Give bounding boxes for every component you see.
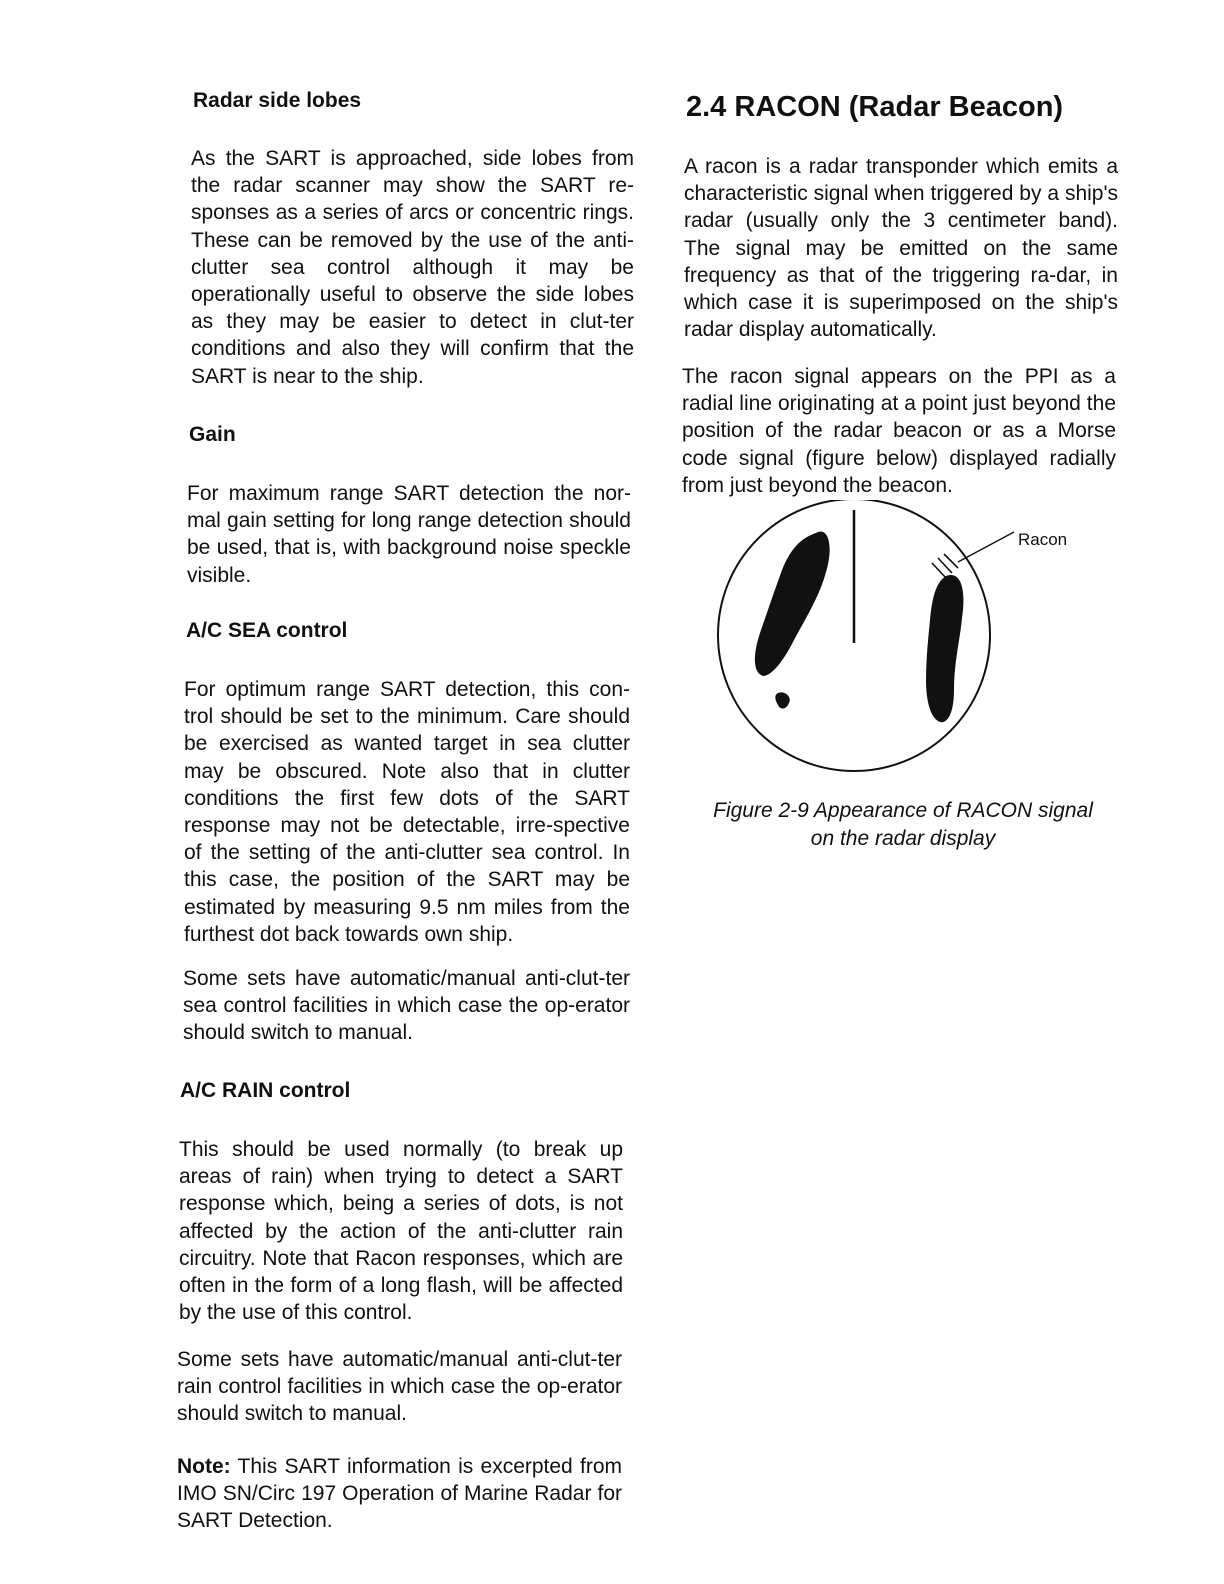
paragraph-note bbox=[177, 1453, 622, 1535]
heading-radar-side-lobes: Radar side lobes bbox=[193, 89, 362, 112]
right-landmass bbox=[926, 575, 963, 722]
caption-line-2: on the radar display bbox=[810, 827, 996, 850]
small-island bbox=[775, 692, 789, 708]
paragraph-ac-sea-1: For optimum range SART detection, this con-trol should be set to the minimum. Care should be exercised as wanted target in sea clutter may be obscured. Note also that in clutter conditions the first few dots of the SART response may not be detectable, irre-spective of the setting of the anti-clutter sea control. In this case, the position of the SART may be estimated by measuring 9.5 nm miles from the furthest dot back towards own ship. bbox=[184, 678, 630, 946]
radar-display-figure bbox=[716, 500, 1096, 790]
paragraph-ac-rain-1: This should be used normally (to break up areas of rain) when trying to detect a SART response which, being a series of dots, is not affected by the action of the anti-clutter rain circuitry. Note that Racon responses, which are often in the form of a long flash, will be affected by the use of this control. bbox=[179, 1138, 623, 1325]
racon-label: Racon bbox=[1018, 530, 1068, 549]
heading-gain: Gain bbox=[189, 423, 236, 446]
section-title-racon: 2.4 RACON (Radar Beacon) bbox=[686, 91, 1064, 123]
paragraph-ac-sea-2: Some sets have automatic/manual anti-clut-ter sea control facilities in which case the op-erator should switch to manual. bbox=[183, 967, 630, 1045]
paragraph-ac-rain-2: Some sets have automatic/manual anti-clut-ter rain control facilities in which case the op-erator should switch to manual. bbox=[177, 1348, 622, 1426]
paragraph-gain: For maximum range SART detection the nor-mal gain setting for long range detection should be used, that is, with background noise speckle visible. bbox=[187, 482, 631, 587]
paragraph-side-lobes: As the SART is approached, side lobes from the radar scanner may show the SART re-sponses as a series of arcs or concentric rings. These can be removed by the use of the anti-clutter sea control although it may be operationally useful to observe the side lobes as they may be easier to detect in clut-ter conditions and also they will confirm that the SART is near to the ship. bbox=[191, 147, 634, 388]
left-landmass bbox=[755, 532, 830, 676]
note-label: Note: bbox=[177, 1455, 231, 1478]
paragraph-racon-1: A racon is a radar transponder which emits a characteristic signal when triggered by a ship's radar (usually only the 3 centimeter band). The signal may be emitted on the same frequency as that of the triggering ra-dar, in which case it is superimposed on the ship's radar display automatically. bbox=[684, 155, 1118, 342]
heading-ac-rain-control: A/C RAIN control bbox=[180, 1079, 351, 1102]
note-text: This SART information is excerpted from IMO SN/Circ 197 Operation of Marine Radar for SART Detection. bbox=[177, 1455, 622, 1533]
paragraph-racon-2: The racon signal appears on the PPI as a radial line originating at a point just beyond the position of the radar beacon or as a Morse code signal (figure below) displayed radially from just beyond the beacon. bbox=[682, 365, 1116, 497]
heading-ac-sea-control: A/C SEA control bbox=[186, 619, 348, 642]
racon-leader-line bbox=[958, 532, 1014, 562]
caption-line-1: Figure 2-9 Appearance of RACON signal bbox=[713, 799, 1093, 822]
figure-caption bbox=[683, 797, 1123, 853]
